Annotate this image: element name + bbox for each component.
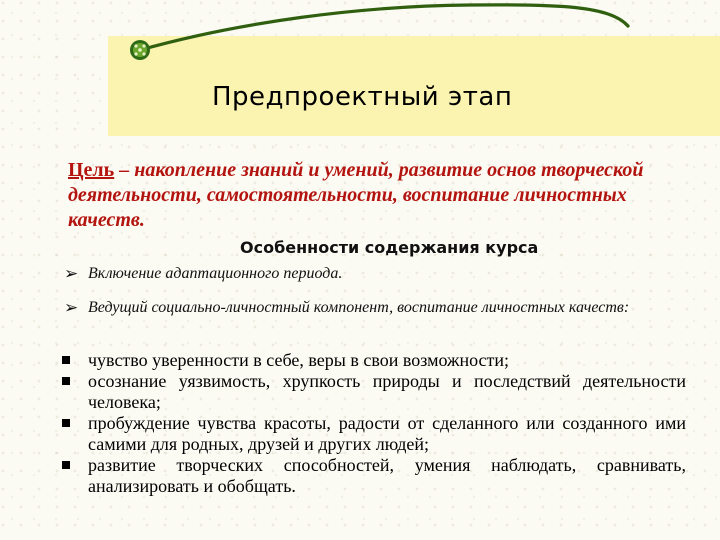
arrow-list-item [64,262,684,286]
square-bullet-icon [62,419,70,427]
list-item [60,413,686,455]
goal-text: – накопление знаний и умений, развитие основ творческой деятельности, самостоятельности, воспитание личностных качеств. [68,159,644,231]
list-item [60,455,686,497]
ornament-circle-icon [130,40,150,60]
list-item-text: чувство уверенности в себе, веры в свои возможности; [88,350,510,370]
list-item-text: пробуждение чувства красоты, радости от сделанного или созданного ими самими для родных, друзей и других людей; [88,413,686,454]
arrow-item-text: Включение адаптационного периода. [88,265,343,282]
arrow-item-text: Ведущий социально-личностный компонент, воспитание личностных качеств: [88,299,630,316]
arrow-list-item [64,296,684,320]
list-item [60,371,686,413]
qualities-list [60,350,686,497]
course-features-heading: Особенности содержания курса [240,238,539,257]
goal-paragraph [68,158,708,233]
square-bullet-icon [62,377,70,385]
arrow-bullet-icon: ➢ [64,264,79,283]
slide-title: Предпроектный этап [212,82,513,112]
arrow-bullet-icon: ➢ [64,298,79,317]
list-item-text: развитие творческих способностей, умения наблюдать, сравнивать, анализировать и обобщать. [88,455,686,496]
list-item-text: осознание уязвимость, хрупкость природы и последствий деятельности человека; [88,371,686,412]
list-item [60,350,686,371]
goal-label: Цель [68,159,115,181]
square-bullet-icon [62,356,70,364]
square-bullet-icon [62,461,70,469]
